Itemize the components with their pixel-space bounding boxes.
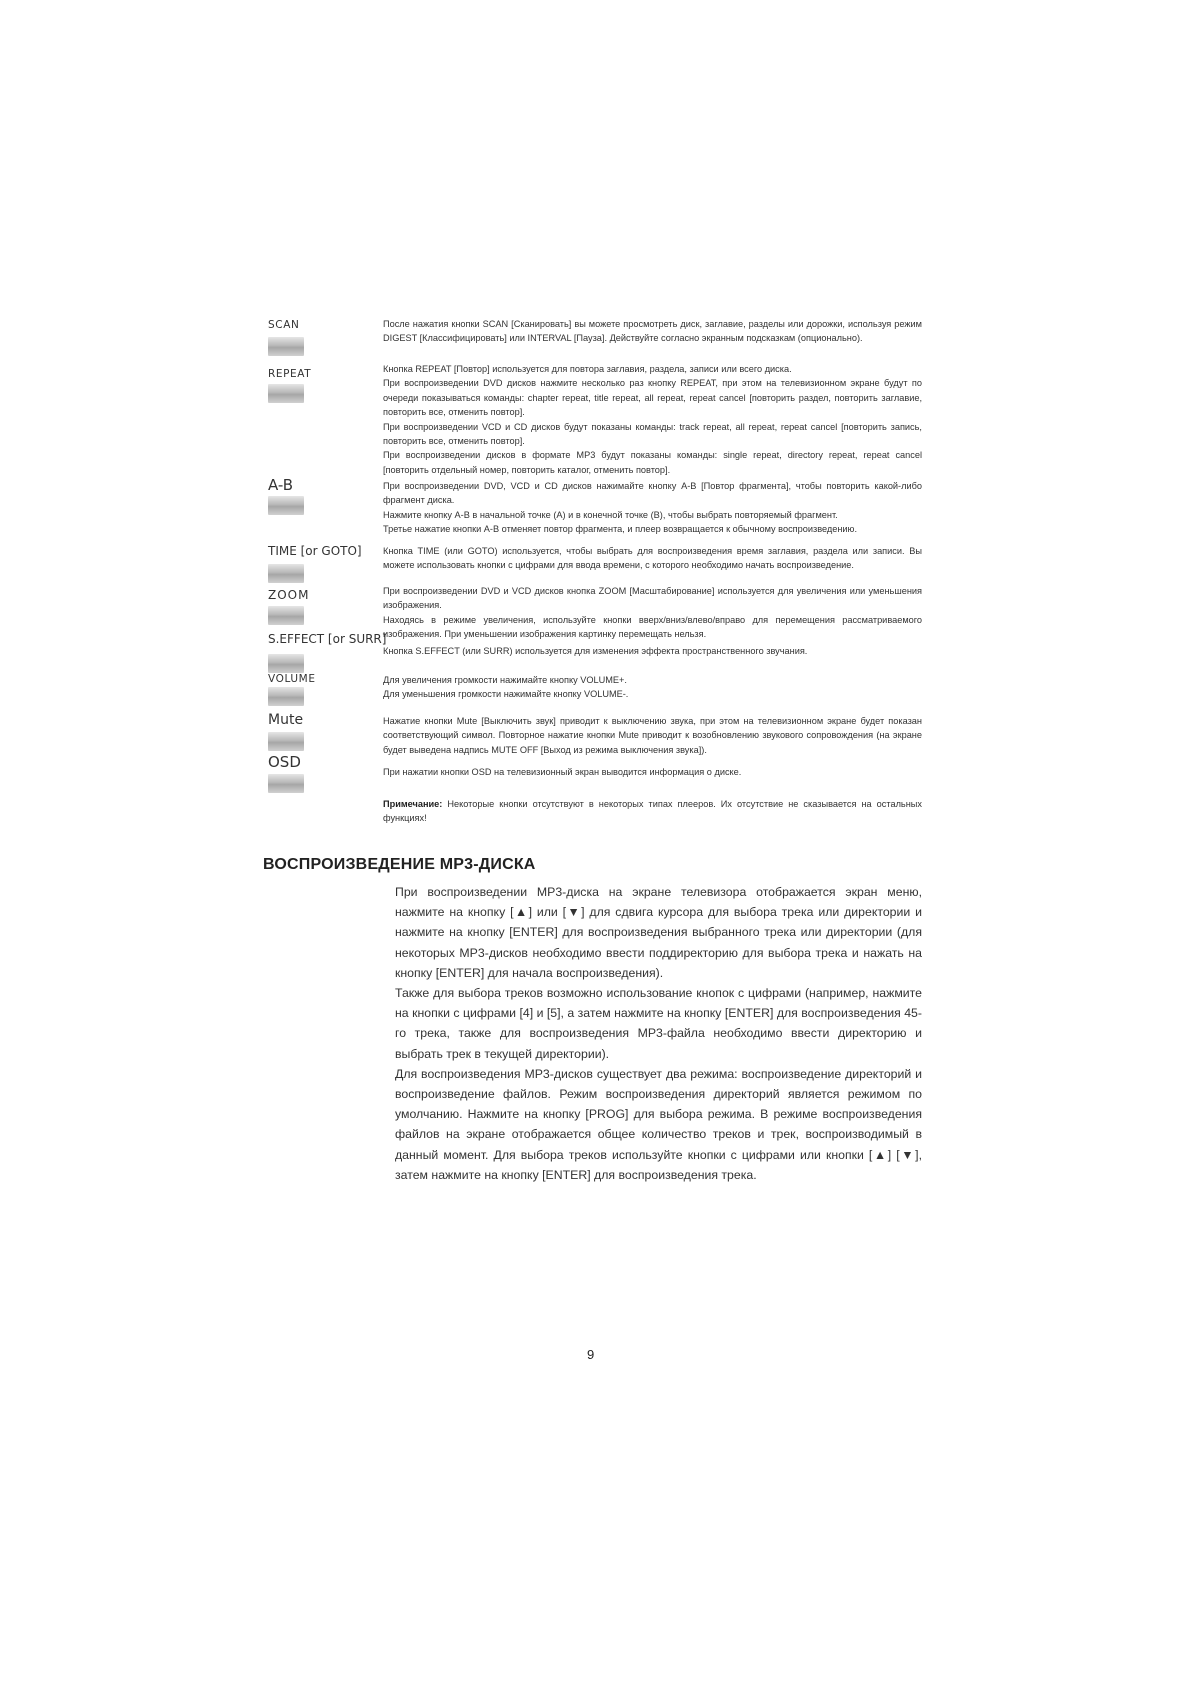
button-icon [268,606,304,625]
paragraph: Для уменьшения громкости нажимайте кнопку VOLUME-. [383,689,629,700]
page-number: 9 [587,1347,595,1362]
paragraph: Находясь в режиме увеличения, используйте кнопки вверх/вниз/влево/вправо для перемещения рассматриваемого изображения. При уменьшении изображения картинку перемещать нельзя. [383,614,922,640]
note-body: Некоторые кнопки отсутствуют в некоторых типах плееров. Их отсутствие не сказывается на остальных функциях! [383,799,922,824]
function-description [383,317,922,346]
function-description [383,714,922,757]
paragraph: Кнопка S.EFFECT (или SURR) используется для изменения эффекта пространственного звучания. [383,646,808,656]
button-icon [268,774,304,793]
function-label: TIME [or GOTO] [268,544,362,558]
button-icon [268,564,304,583]
function-label: OSD [268,753,301,771]
paragraph: Кнопка REPEAT [Повтор] используется для повтора заглавия, раздела, записи или всего диска. [383,364,792,374]
paragraph: При нажатии кнопки OSD на телевизионный экран выводится информация о диске. [383,767,742,777]
function-label: SCAN [268,319,300,331]
function-description [383,479,922,537]
paragraph: При воспроизведении DVD, VCD и CD дисков нажимайте кнопку A-B [Повтор фрагмента], чтобы повторить какой-либо фрагмент диска. [383,481,922,506]
function-description [383,644,922,658]
paragraph: Для увеличения громкости нажимайте кнопку VOLUME+. [383,675,627,685]
button-icon [268,654,304,673]
paragraph: Третье нажатие кнопки A-B отменяет повтор фрагмента, и плеер возвращается к обычному воспроизведению. [383,524,858,535]
function-description [383,584,922,642]
function-description [383,765,922,779]
function-label: VOLUME [268,673,316,685]
paragraph: Кнопка TIME (или GOTO) используется, чтобы выбрать для воспроизведения время заглавия, раздела или записи. Вы можете использовать кнопки с цифрами для ввода времени, с которого необходимо начать воспроизведение. [383,546,922,571]
function-label: Mute [268,712,304,728]
function-description [383,673,922,702]
section-body [395,882,922,1185]
function-label: S.EFFECT [or SURR] [268,632,387,646]
paragraph: Нажмите кнопку A-B в начальной точке (A) и в конечной точке (B), чтобы выбрать повторяемый фрагмент. [383,509,838,520]
function-label: REPEAT [268,368,312,380]
paragraph: При воспроизведении MP3-диска на экране телевизора отображается экран меню, нажмите на кнопку [▲] или [▼] для сдвига курсора для выбора трека или директории и нажмите на кнопку [ENTER] для воспроизведения выбранного трека или директории (для некоторых MP3-дисков необходимо ввести поддиректорию для выбора трека и нажать на кнопку [ENTER] для начала воспроизведения). [395,885,922,980]
button-icon [268,337,304,356]
paragraph: После нажатия кнопки SCAN [Сканировать] вы можете просмотреть диск, заглавие, разделы или дорожки, используя режим DIGEST [Классифицировать] или INTERVAL [Пауза]. Действуйте согласно экранным подсказкам (опционально). [383,319,922,344]
button-icon [268,496,304,515]
note-text [383,797,922,826]
paragraph: Также для выбора треков возможно использование кнопок с цифрами (например, нажмите на кнопки с цифрами [4] и [5], а затем нажмите на кнопку [ENTER] для воспроизведения 45-го трека, также для воспроизведения MP3-файла необходимо ввести директорию и выбрать трек в текущей директории). [395,986,922,1061]
button-icon [268,732,304,751]
note-label: Примечание: [383,799,443,809]
paragraph: При воспроизведении DVD и VCD дисков кнопка ZOOM [Масштабирование] используется для увеличения или уменьшения изображения. [383,586,922,611]
function-description [383,544,922,573]
button-icon [268,384,304,403]
function-label: A-B [268,476,294,494]
paragraph: При воспроизведении дисков в формате MP3 будут показаны команды: single repeat, directory repeat, repeat cancel [повторить отдельный номер, повторить каталог, отменить повтор]. [383,450,922,475]
section-title: ВОСПРОИЗВЕДЕНИЕ MP3-ДИСКА [263,856,536,873]
paragraph: Для воспроизведения MP3-дисков существует два режима: воспроизведение директорий и воспроизведение файлов. Режим воспроизведения директорий является режимом по умолчанию. Нажмите на кнопку [PROG] для выбора режима. В режиме воспроизведения файлов на экране отображается общее количество треков и трек, воспроизводимый в данный момент. Для выбора треков используйте кнопки с цифрами или кнопки [▲] [▼], затем нажмите на кнопку [ENTER] для воспроизведения трека. [395,1066,922,1182]
button-icon [268,687,304,706]
function-description [383,362,922,477]
paragraph: При воспроизведении VCD и CD дисков будут показаны команды: track repeat, all repeat, repeat cancel [повторить запись, повторить все, отменить повтор]. [383,421,922,447]
paragraph: Нажатие кнопки Mute [Выключить звук] приводит к выключению звука, при этом на телевизионном экране будет показан соответствующий символ. Повторное нажатие кнопки Mute приводит к возобновлению звукового сопровождения (на экране будет выведена надпись MUTE OFF [Выход из режима выключения звука]). [383,716,922,755]
paragraph: При воспроизведении DVD дисков нажмите несколько раз кнопку REPEAT, при этом на телевизионном экране будут по очереди показываться команды: chapter repeat, title repeat, all repeat, repeat cancel [повторить раздел, повторить заглавие, повторить все, отменить повтор]. [383,378,922,418]
function-label: ZOOM [268,588,310,602]
